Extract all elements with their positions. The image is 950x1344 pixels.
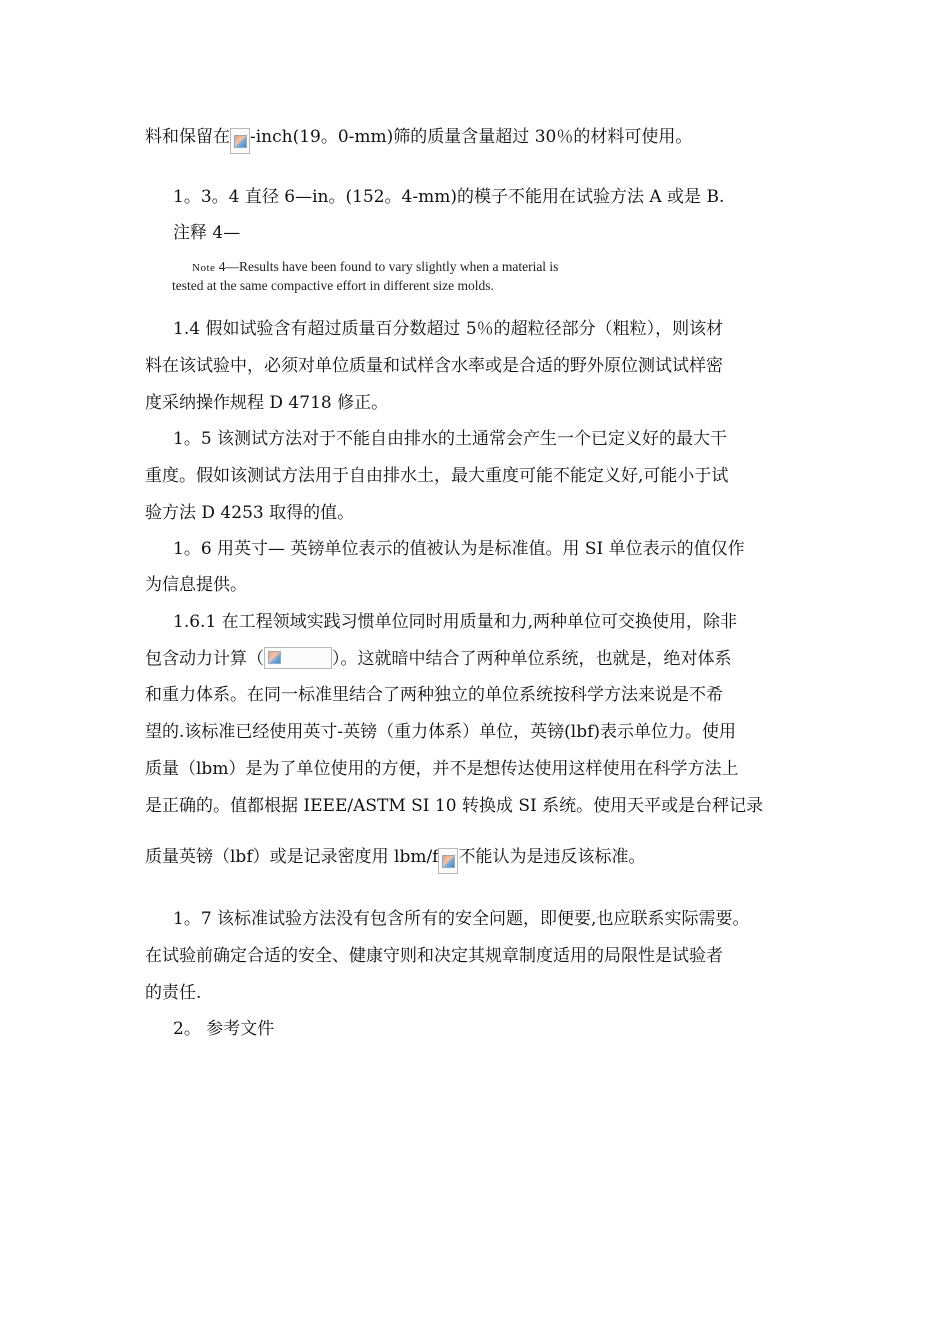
text-run: 料和保留在 xyxy=(145,127,230,147)
paragraph-line xyxy=(145,846,645,874)
note-4-scanned-image xyxy=(172,258,642,300)
note-text: 4—Results have been found to vary slightly when a material is xyxy=(215,259,559,274)
text-run: -inch(19。0-mm)筛的质量含量超过 30％的材料可使用。 xyxy=(250,127,693,147)
broken-image-icon xyxy=(438,848,458,874)
paragraph-line: 验方法 D 4253 取得的值。 xyxy=(145,503,355,523)
section-heading: 2。 参考文件 xyxy=(173,1019,275,1039)
paragraph-line: 1。6 用英寸— 英镑单位表示的值被认为是标准值。用 SI 单位表示的值仅作 xyxy=(173,539,745,559)
paragraph-line: 是正确的。值都根据 IEEE/ASTM SI 10 转换成 SI 系统。使用天平或是台秤记录 xyxy=(145,796,764,816)
paragraph-line: 度采纳操作规程 D 4718 修正。 xyxy=(145,393,389,413)
paragraph-line: 和重力体系。在同一标准里结合了两种独立的单位系统按科学方法来说是不希 xyxy=(145,685,723,705)
paragraph-line: 料在该试验中，必须对单位质量和试样含水率或是合适的野外原位测试试样密 xyxy=(145,356,723,376)
broken-image-icon xyxy=(230,128,250,154)
text-run: 不能认为是违反该标准。 xyxy=(458,847,646,867)
paragraph-line: 在试验前确定合适的安全、健康守则和决定其规章制度适用的局限性是试验者 xyxy=(145,946,723,966)
paragraph-line xyxy=(145,647,732,670)
paragraph-line: 1.6.1 在工程领域实践习惯单位同时用质量和力,两种单位可交换使用，除非 xyxy=(173,612,738,632)
paragraph-line: 重度。假如该测试方法用于自由排水土，最大重度可能不能定义好,可能小于试 xyxy=(145,466,729,486)
broken-image-icon xyxy=(264,647,332,669)
paragraph-line xyxy=(145,126,692,154)
note-label: 注释 4— xyxy=(173,223,241,243)
paragraph-line: 1。3。4 直径 6—in。(152。4-mm)的模子不能用在试验方法 A 或是 B. xyxy=(173,187,725,207)
paragraph-line: 望的.该标准已经使用英寸-英镑（重力体系）单位，英镑(lbf)表示单位力。使用 xyxy=(145,722,737,742)
paragraph-line: 1。7 该标准试验方法没有包含所有的安全问题，即便要,也应联系实际需要。 xyxy=(173,909,750,929)
paragraph-line: 1.4 假如试验含有超过质量百分数超过 5％的超粒径部分（粗粒），则该材 xyxy=(173,319,724,339)
note-label-smallcaps: Note xyxy=(192,262,216,274)
text-run: 质量英镑（lbf）或是记录密度用 lbm/f xyxy=(145,847,439,867)
note-text: tested at the same compactive effort in different size molds. xyxy=(172,278,494,293)
paragraph-line: 为信息提供。 xyxy=(145,575,247,595)
paragraph-line: 质量（lbm）是为了单位使用的方便，并不是想传达使用这样使用在科学方法上 xyxy=(145,759,739,779)
paragraph-line: 的责任. xyxy=(145,983,202,1003)
paragraph-line: 1。5 该测试方法对于不能自由排水的土通常会产生一个已定义好的最大干 xyxy=(173,429,728,449)
text-run: ）。这就暗中结合了两种单位系统，也就是，绝对体系 xyxy=(332,649,732,669)
text-run: 包含动力计算（ xyxy=(145,649,264,669)
